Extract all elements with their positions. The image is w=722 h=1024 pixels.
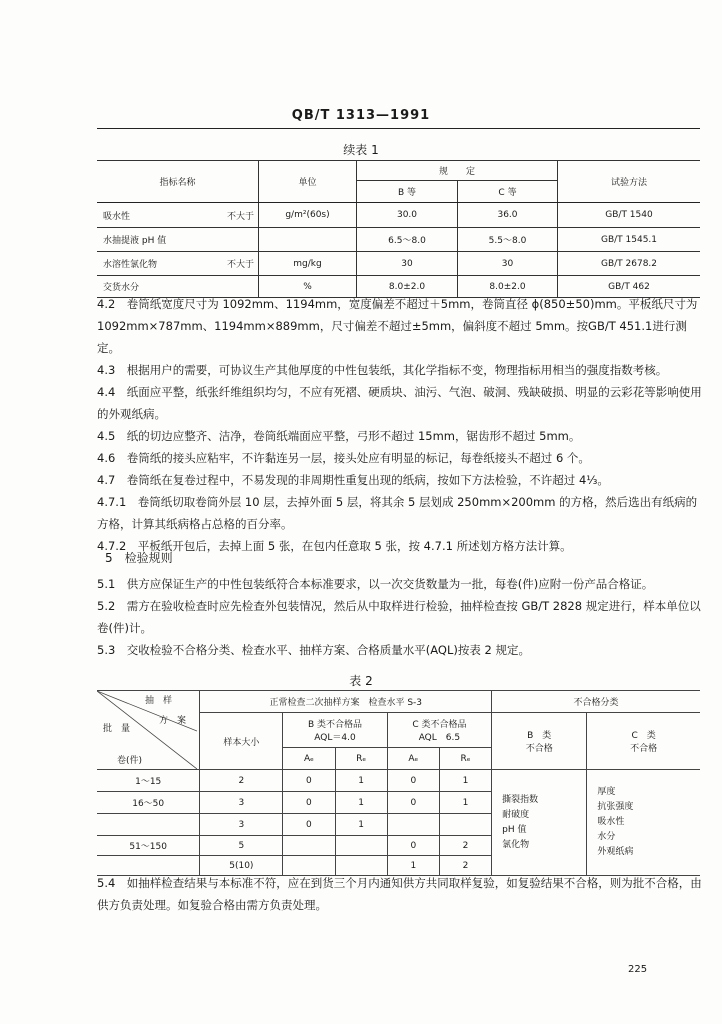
- b-re: 1: [335, 770, 387, 792]
- table1-col-b: B 等: [357, 181, 458, 203]
- table-row: [97, 203, 700, 228]
- table2: [97, 690, 700, 876]
- paragraph-4-7-2: 4.7.2 平板纸开包后，去掉上面 5 张，在包内任意取 5 张，按 4.7.1 所述划方格方法计算。: [97, 539, 572, 553]
- b-ac: 0: [283, 792, 335, 814]
- table2-caption: 表 2: [349, 674, 373, 688]
- c-ac: 0: [387, 770, 439, 792]
- lot-size: 51～150: [97, 836, 200, 856]
- c-re: [439, 814, 491, 836]
- lot-size: 1～15: [97, 770, 200, 792]
- paragraph-4-2: 4.2 卷筒纸宽度尺寸为 1092mm、1194mm，宽度偏差不超过＋5mm，卷筒直径 ϕ(850±50)mm。平板纸尺寸为 1092mm×787mm、1194mm×889mm，尺寸偏差不超过±5mm，偏斜度不超过 5mm。按GB/T 451.1进行测定。: [97, 297, 698, 355]
- row-name: 吸水性: [97, 203, 208, 228]
- lot-size: [97, 814, 200, 836]
- sample-n: 2: [200, 770, 283, 792]
- table1-col-spec: 规 定: [357, 161, 558, 181]
- document-header: QB/T 1313—1991: [291, 108, 431, 123]
- body-text-section5: [97, 573, 702, 661]
- b-ac: [283, 836, 335, 856]
- section5-title: 5 检验规则: [105, 551, 173, 565]
- table2-c-class: C 类 不合格: [587, 713, 700, 770]
- table1-col-c: C 等: [458, 181, 558, 203]
- b-items: 撕裂指数 耐破度 pH 值 氯化物: [492, 770, 587, 876]
- c-re: 1: [439, 792, 491, 814]
- row-name: 水抽提液 pH 值: [97, 228, 208, 252]
- row-unit: [259, 228, 357, 252]
- paragraph-4-7-1: 4.7.1 卷筒纸切取卷筒外层 10 层，去掉外面 5 层，将其余 5 层划成 250mm×200mm 的方格，然后选出有纸病的方格，计算其纸病格占总格的百分率。: [97, 495, 698, 531]
- table2-nonconf: 不合格分类: [492, 691, 700, 713]
- b-ac: 0: [283, 770, 335, 792]
- paragraph-4-7: 4.7 卷筒纸在复卷过程中，不易发现的非周期性重复出现的纸病，按如下方法检验，不许超过 4⅓。: [97, 473, 609, 487]
- paragraph-5-4: 5.4 如抽样检查结果与本标准不符，应在到货三个月内通知供方共同取样复验，如复验结果不合格，则为批不合格，由供方负责处理。如复验合格由需方负责处理。: [97, 876, 702, 912]
- lot-size: 16～50: [97, 792, 200, 814]
- row-method: GB/T 2678.2: [558, 252, 701, 276]
- table2-plan-title: 正常检查二次抽样方案 检查水平 S-3: [200, 691, 492, 713]
- row-c: 5.5～8.0: [458, 228, 558, 252]
- b-re: [335, 836, 387, 856]
- c-ac: [387, 814, 439, 836]
- b-re: 1: [335, 814, 387, 836]
- row-b: 30.0: [357, 203, 458, 228]
- table-row: [97, 770, 700, 792]
- c-items: 厚度 抗张强度 吸水性 水分 外观纸病: [587, 770, 700, 876]
- row-b: 8.0±2.0: [357, 276, 458, 298]
- row-method: GB/T 462: [558, 276, 701, 298]
- table1: [97, 160, 700, 298]
- table1-caption: 续表 1: [343, 143, 379, 157]
- row-b: 6.5～8.0: [357, 228, 458, 252]
- b-re: 1: [335, 792, 387, 814]
- table2-sample-size: 样本大小: [200, 713, 283, 770]
- row-unit: mg/kg: [259, 252, 357, 276]
- row-cond: 不大于: [208, 203, 259, 228]
- table1-col-method: 试验方法: [558, 161, 701, 203]
- table2-c-header: C 类不合格品 AQL 6.5: [387, 713, 491, 748]
- body-text-section4: [97, 293, 702, 557]
- page-number: 225: [628, 964, 648, 975]
- sample-n: 5: [200, 836, 283, 856]
- b-ac: 0: [283, 814, 335, 836]
- paragraph-5-3: 5.3 交收检验不合格分类、检查水平、抽样方案、合格质量水平(AQL)按表 2 规定。: [97, 643, 531, 657]
- table2-diagonal-header: [97, 691, 200, 770]
- re-label: Rₑ: [335, 748, 387, 770]
- paragraph-4-6: 4.6 卷筒纸的接头应粘牢，不许黏连另一层，接头处应有明显的标记，每卷纸接头不超过 6 个。: [97, 451, 590, 465]
- ac-label: Aₑ: [283, 748, 335, 770]
- table2-b-header: B 类不合格品 AQL＝4.0: [283, 713, 387, 748]
- sample-n: 3: [200, 814, 283, 836]
- diag-left: 批 量: [103, 724, 131, 734]
- diag-top: 抽 样: [145, 696, 173, 706]
- table-row: [97, 228, 700, 252]
- c-ac: 0: [387, 836, 439, 856]
- row-unit: %: [259, 276, 357, 298]
- row-c: 8.0±2.0: [458, 276, 558, 298]
- paragraph-4-5: 4.5 纸的切边应整齐、洁净，卷筒纸端面应平整，弓形不超过 15mm，锯齿形不超过 5mm。: [97, 429, 581, 443]
- row-unit: g/m²(60s): [259, 203, 357, 228]
- table2-b-class: B 类 不合格: [492, 713, 587, 770]
- paragraph-4-4: 4.4 纸面应平整，纸张纤维组织均匀，不应有死褶、硬质块、油污、气泡、破洞、残缺破损、明显的云彩花等影响使用的外观纸病。: [97, 385, 702, 421]
- header-rule: [97, 128, 700, 129]
- table1-col-name: 指标名称: [97, 161, 259, 203]
- table-row: [97, 252, 700, 276]
- diag-unit: 卷(件): [117, 756, 143, 766]
- row-c: 30: [458, 252, 558, 276]
- row-b: 30: [357, 252, 458, 276]
- paragraph-5-1: 5.1 供方应保证生产的中性包装纸符合本标准要求，以一次交货数量为一批，每卷(件)应附一份产品合格证。: [97, 577, 654, 591]
- sample-n: 5(10): [200, 856, 283, 876]
- re-label: Rₑ: [439, 748, 491, 770]
- paragraph-4-3: 4.3 根据用户的需要，可协议生产其他厚度的中性包装纸，其化学指标不变，物理指标用相当的强度指数考核。: [97, 363, 668, 377]
- c-re: 1: [439, 770, 491, 792]
- c-re: 2: [439, 856, 491, 876]
- row-method: GB/T 1545.1: [558, 228, 701, 252]
- row-method: GB/T 1540: [558, 203, 701, 228]
- body-text-5-4: [97, 872, 702, 916]
- row-cond: 不大于: [208, 252, 259, 276]
- ac-label: Aₑ: [387, 748, 439, 770]
- row-name: 交货水分: [97, 276, 208, 298]
- table1-col-unit: 单位: [259, 161, 357, 203]
- c-ac: 0: [387, 792, 439, 814]
- c-re: 2: [439, 836, 491, 856]
- row-name: 水溶性氯化物: [97, 252, 208, 276]
- row-c: 36.0: [458, 203, 558, 228]
- diag-mid: 方 案: [159, 716, 187, 726]
- c-ac: 1: [387, 856, 439, 876]
- sample-n: 3: [200, 792, 283, 814]
- paragraph-5-2: 5.2 需方在验收检查时应先检查外包装情况，然后从中取样进行检验，抽样检查按 GB/T 2828 规定进行，样本单位以卷(件)计。: [97, 599, 701, 635]
- row-cond: [208, 228, 259, 252]
